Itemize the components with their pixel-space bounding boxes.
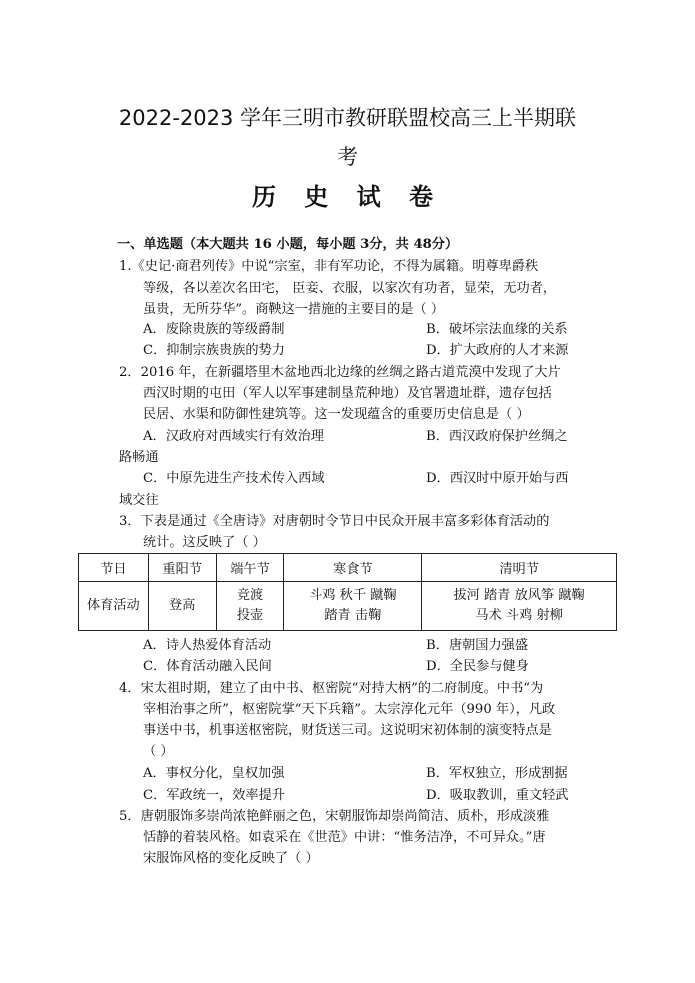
question-3-option-b: B．唐朝国力强盛	[426, 638, 529, 653]
exam-subtitle: 历 史 试 卷	[251, 183, 444, 211]
table-cell	[422, 582, 617, 631]
table-header-cell: 节日	[79, 554, 149, 582]
table-cell	[148, 582, 216, 631]
table-cell-text: 踏青 击鞠	[324, 608, 382, 623]
table-cell-text: 投壶	[236, 608, 264, 623]
question-4-line3: 事送中书，机事送枢密院，财货送三司。这说明宋初体制的演变特点是	[143, 723, 552, 738]
table-header-cell: 端午节	[216, 554, 284, 582]
question-4-option-c: C．军政统一，效率提升	[143, 788, 285, 803]
question-4-line1: 4．宋太祖时期，建立了由中书、枢密院“对持大柄”的二府制度。中书“为	[119, 681, 544, 696]
question-5-line2: 恬静的着装风格。如袁采在《世范》中讲：“惟务洁净，不可异众。”唐	[143, 830, 546, 845]
table-cell-text: 竞渡	[236, 588, 264, 603]
question-4-option-a: A．事权分化，皇权加强	[143, 766, 285, 781]
table-cell-text: 拔河 踏青 放风筝 蹴鞠	[453, 588, 585, 603]
question-5-line3: 宋服饰风格的变化反映了（ ）	[143, 851, 319, 866]
question-2-option-c: C．中原先进生产技术传入西域	[143, 471, 325, 486]
festival-sports-table	[78, 553, 617, 631]
question-3-line1: 3．下表是通过《全唐诗》对唐朝时令节日中民众开展丰富多彩体育活动的	[119, 514, 550, 529]
question-3-line2: 统计。这反映了（ ）	[143, 535, 266, 550]
question-2-line1: 2．2016 年，在新疆塔里木盆地西北边缘的丝绸之路古道荒漠中发现了大片	[119, 365, 561, 380]
question-4-line4: （ ）	[143, 744, 174, 759]
question-3-option-d: D．全民参与健身	[426, 659, 529, 674]
question-2-option-b-continued: 路畅通	[119, 450, 159, 465]
question-2-option-b: B．西汉政府保护丝绸之	[426, 429, 568, 444]
table-cell	[216, 582, 284, 631]
table-cell-text: 斗鸡 秋千 蹴鞠	[309, 588, 397, 603]
section-heading: 一、单选题（本大题共 16 小题，每小题 3分，共 48分）	[117, 237, 459, 252]
question-4-line2: 宰相治事之所”，枢密院掌“天下兵籍”。太宗淳化元年（990 年），凡政	[143, 702, 556, 717]
question-1-option-d: D．扩大政府的人才来源	[426, 343, 569, 358]
question-1-option-c: C．抑制宗族贵族的势力	[143, 343, 285, 358]
question-4-option-d: D．吸取教训，重文轻武	[426, 788, 569, 803]
exam-title-line1: 2022-2023 学年三明市教研联盟校高三上半期联	[118, 106, 577, 130]
table-row-label: 体育活动	[79, 582, 149, 631]
question-2-line2: 西汉时期的屯田（军人以军事建制垦荒种地）及官署遗址群，遗存包括	[143, 386, 552, 401]
question-1-option-a: A．废除贵族的等级爵制	[143, 322, 285, 337]
question-2-option-d-continued: 域交往	[119, 493, 159, 508]
table-header-cell: 重阳节	[148, 554, 216, 582]
table-cell-text: 登高	[168, 598, 196, 613]
table-row	[79, 582, 617, 631]
table-header-cell: 清明节	[422, 554, 617, 582]
table-header-cell: 寒食节	[284, 554, 422, 582]
question-1-line3: 虽贵，无所芬华”。商鞅这一措施的主要目的是（ ）	[143, 302, 445, 317]
exam-title-line2: 考	[337, 145, 358, 169]
question-1-line2: 等级，各以差次名田宅， 臣妾、衣服，以家次有功者，显荣，无功者，	[143, 281, 557, 296]
question-4-option-b: B．军权独立，形成割据	[426, 766, 568, 781]
question-1-line1: 1.《史记·商君列传》中说“宗室，非有军功论，不得为属籍。明尊卑爵秩	[119, 259, 539, 274]
question-2-option-d: D．西汉时中原开始与西	[426, 471, 569, 486]
question-3-option-a: A．诗人热爱体育活动	[143, 638, 272, 653]
question-2-option-a: A．汉政府对西域实行有效治理	[143, 429, 324, 444]
question-2-line3: 民居、水渠和防御性建筑等。这一发现蕴含的重要历史信息是（ ）	[143, 407, 530, 422]
question-5-line1: 5．唐朝服饰多崇尚浓艳鲜丽之色，宋朝服饰却崇尚简洁、质朴，形成淡雅	[119, 809, 550, 824]
question-3-option-c: C．体育活动融入民间	[143, 659, 272, 674]
question-1-option-b: B．破坏宗法血缘的关系	[426, 322, 568, 337]
table-header-row	[79, 554, 617, 582]
table-cell-text: 马术 斗鸡 射柳	[475, 608, 563, 623]
table-cell	[284, 582, 422, 631]
